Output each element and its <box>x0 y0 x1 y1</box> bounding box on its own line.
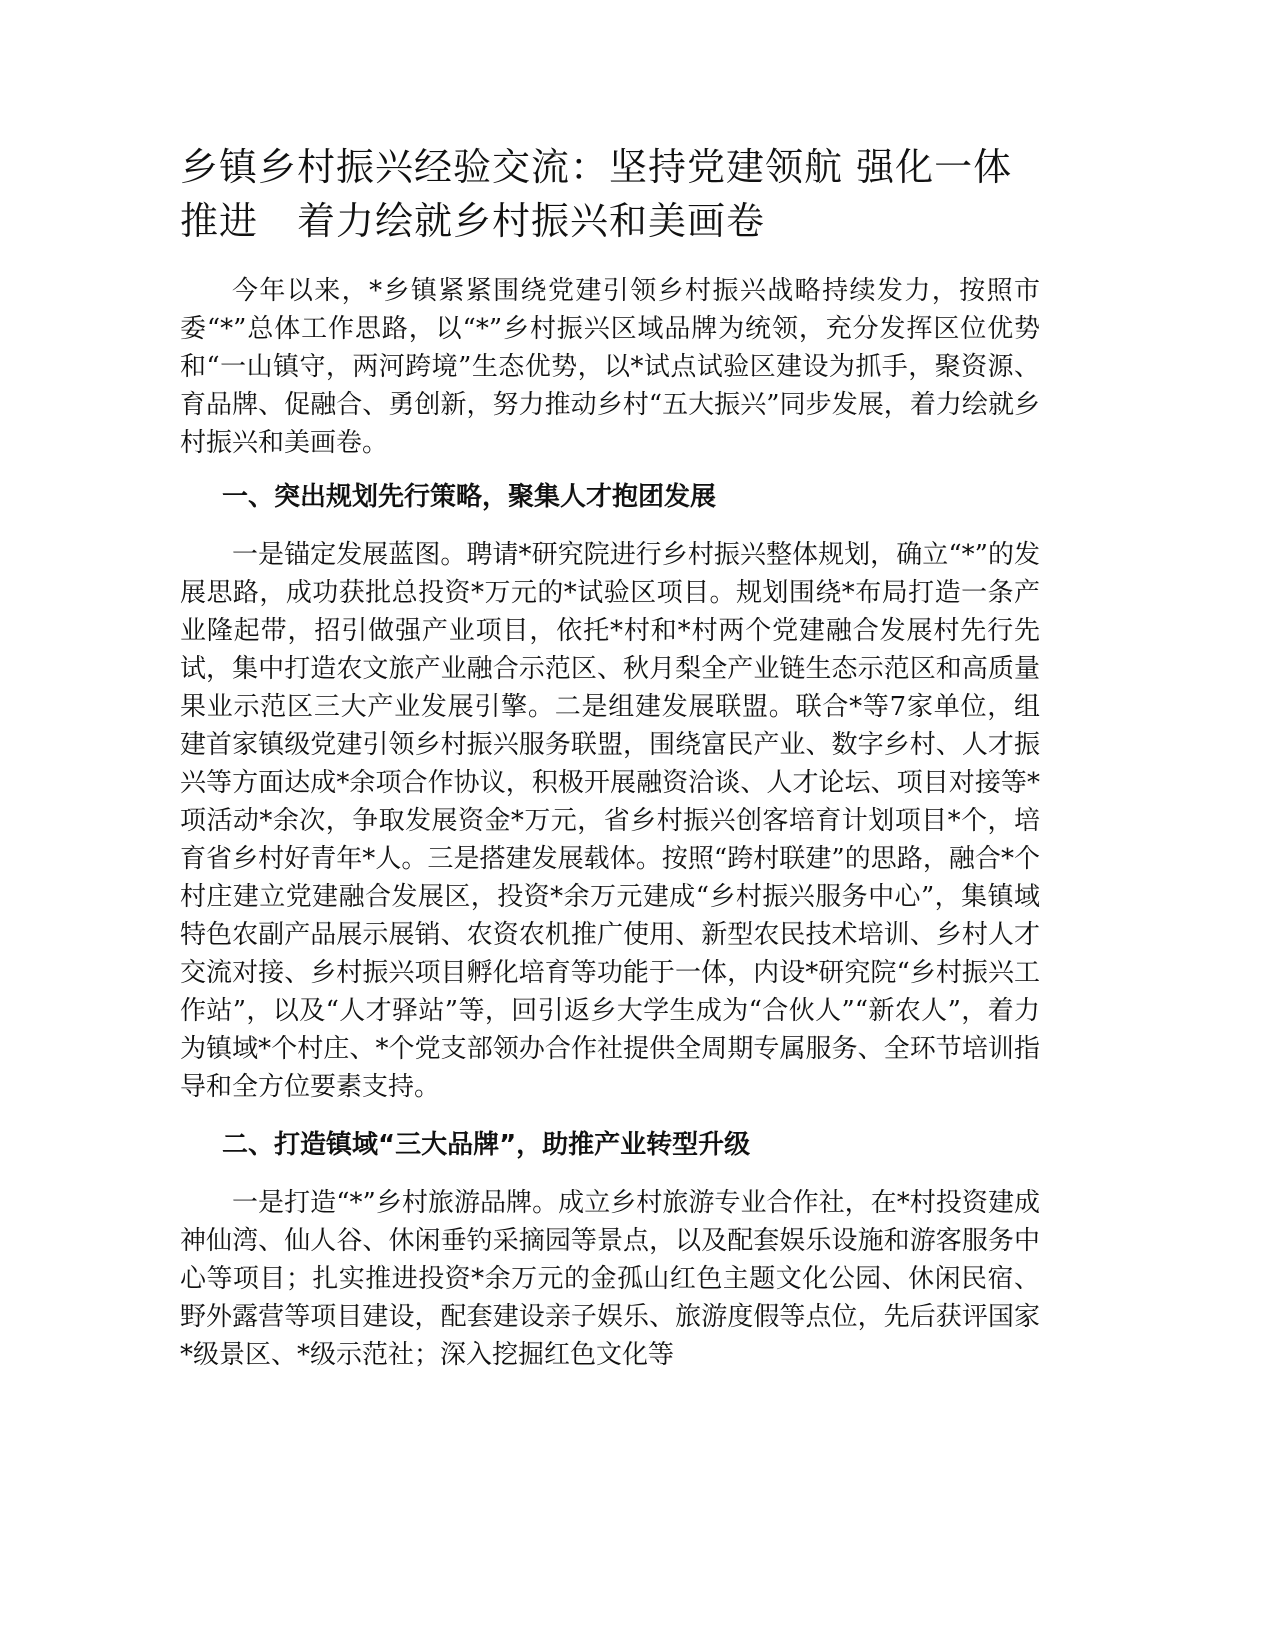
intro-paragraph: 今年以来，*乡镇紧紧围绕党建引领乡村振兴战略持续发力，按照市委“*”总体工作思路，以“*”乡村振兴区域品牌为统领，充分发挥区位优势和“一山镇守，两河跨境”生态优势，以*试点试验区建设为抓手，聚资源、育品牌、促融合、勇创新，努力推动乡村“五大振兴”同步发展，着力绘就乡村振兴和美画卷。 <box>180 276 1040 458</box>
section-body-1: 一是锚定发展蓝图。聘请*研究院进行乡村振兴整体规划，确立“*”的发展思路，成功获批总投资*万元的*试验区项目。规划围绕*布局打造一条产业隆起带，招引做强产业项目，依托*村和*村两个党建融合发展村先行先试，集中打造农文旅产业融合示范区、秋月梨全产业链生态示范区和高质量果业示范区三大产业发展引擎。二是组建发展联盟。联合*等7家单位，组建首家镇级党建引领乡村振兴服务联盟，围绕富民产业、数字乡村、人才振兴等方面达成*余项合作协议，积极开展融资洽谈、人才论坛、项目对接等*项活动*余次，争取发展资金*万元，省乡村振兴创客培育计划项目*个，培育省乡村好青年*人。三是搭建发展载体。按照“跨村联建”的思路，融合*个村庄建立党建融合发展区，投资*余万元建成“乡村振兴服务中心”，集镇域特色农副产品展示展销、农资农机推广使用、新型农民技术培训、乡村人才交流对接、乡村振兴项目孵化培育等功能于一体，内设*研究院“乡村振兴工作站”，以及“人才驿站”等，回引返乡大学生成为“合伙人”“新农人”，着力为镇域*个村庄、*个党支部领办合作社提供全周期专属服务、全环节培训指导和全方位要素支持。 <box>180 540 1040 1102</box>
section-heading-2: 二、打造镇域“三大品牌”，助推产业转型升级 <box>222 1130 751 1160</box>
document-content <box>180 140 1040 1374</box>
section-heading-1: 一、突出规划先行策略，聚集人才抱团发展 <box>222 482 717 512</box>
document-title: 乡镇乡村振兴经验交流：坚持党建领航 强化一体推进 着力绘就乡村振兴和美画卷 <box>180 145 1013 243</box>
section-body-2: 一是打造“*”乡村旅游品牌。成立乡村旅游专业合作社，在*村投资建成神仙湾、仙人谷、休闲垂钓采摘园等景点，以及配套娱乐设施和游客服务中心等项目；扎实推进投资*余万元的金孤山红色主题文化公园、休闲民宿、野外露营等项目建设，配套建设亲子娱乐、旅游度假等点位，先后获评国家*级景区、*级示范社；深入挖掘红色文化等 <box>180 1188 1040 1370</box>
